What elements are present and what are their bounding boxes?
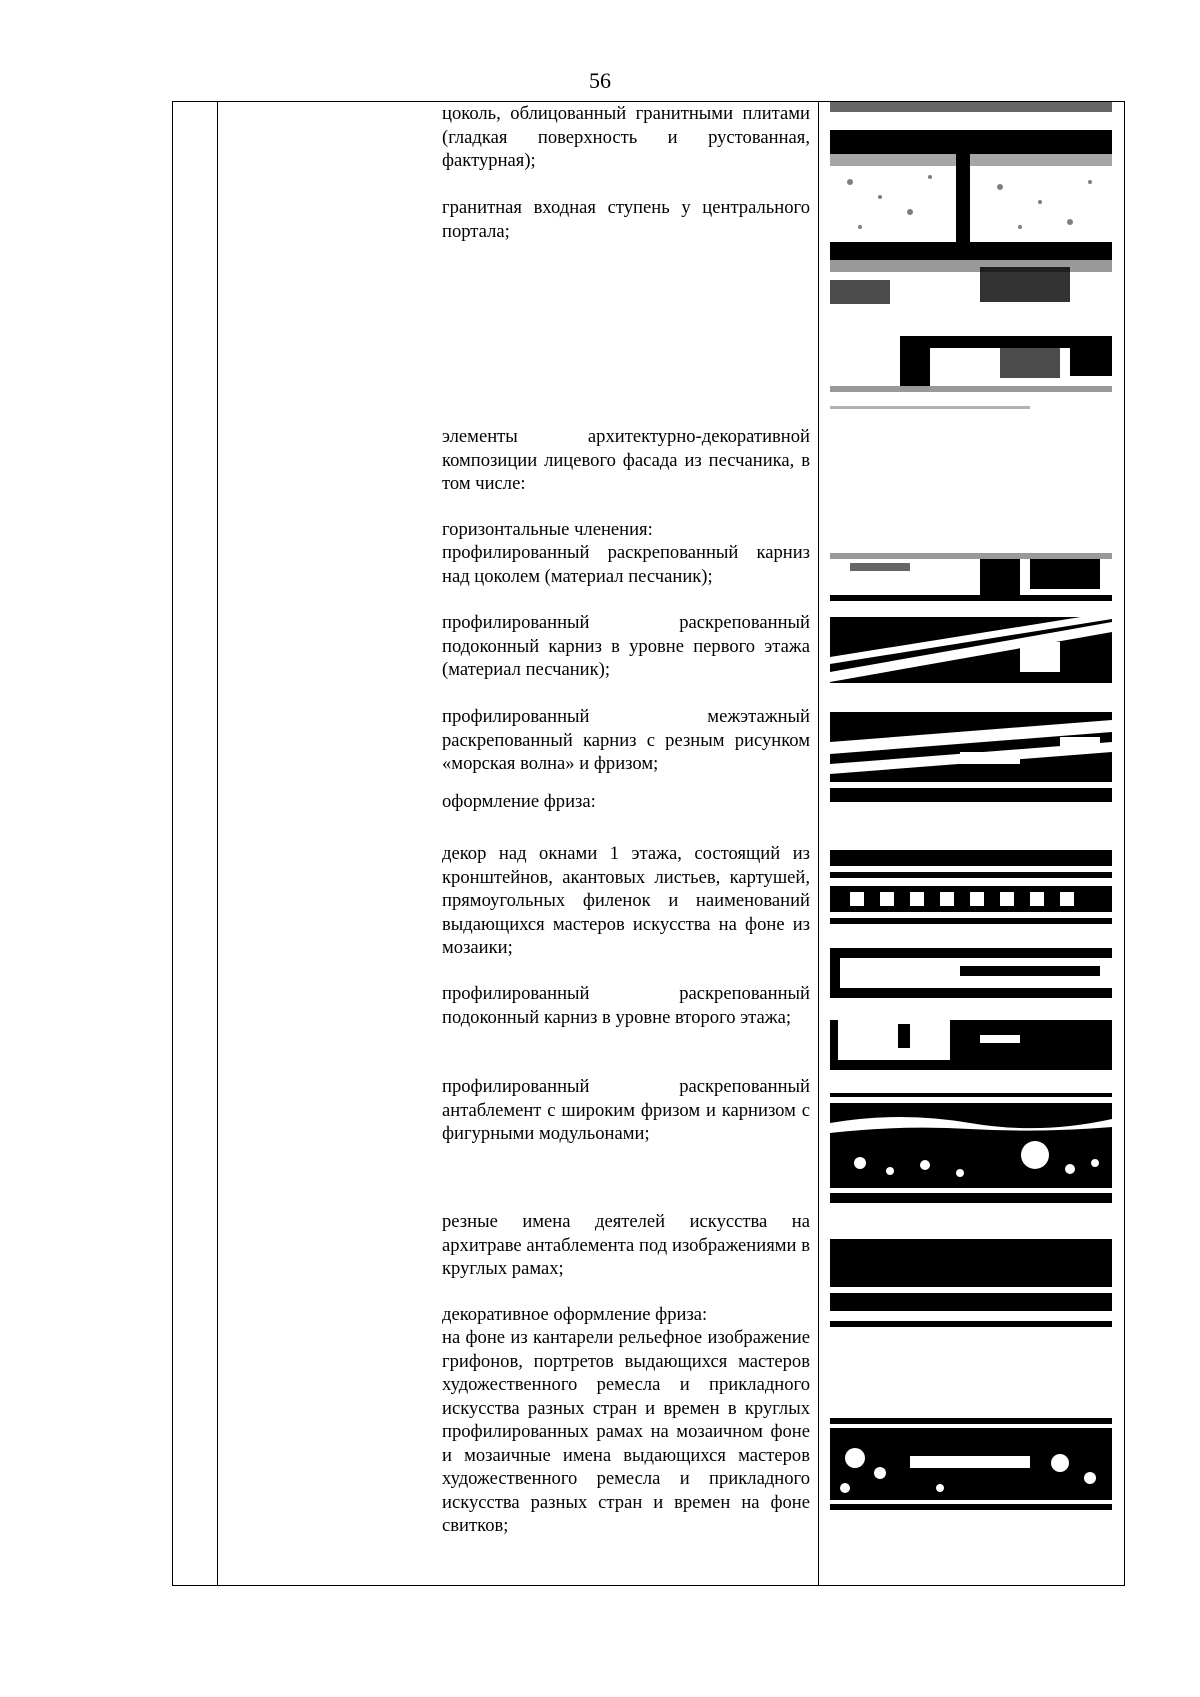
paragraph-interfloor-cornice: профилированный межэтажный раскрепованный карниз с резным рисунком «морская волна» и фризом; [442,706,810,774]
photo-carved-names [830,1233,1112,1333]
paragraph-first-floor-window-decor: декор над окнами 1 этажа, состоящий из кронштейнов, акантовых листьев, картушей, прямоугольных филенок и наименований выдающихся мастеров искусства на фоне из мозаики; [442,843,810,958]
photo-first-floor-sill-cornice [830,617,1112,689]
paragraph-granite-step: гранитная входная ступень у центрального портала; [442,197,810,242]
paragraph-entablature: профилированный раскрепованный антаблемент с широким фризом и карнизом с фигурными модульонами; [442,1076,810,1144]
paragraph-carved-names: резные имена деятелей искусства на архитраве антаблемента под изображениями в круглых рамах; [442,1211,810,1279]
paragraph-second-floor-sill-cornice: профилированный раскрепованный подоконный карниз в уровне второго этажа; [442,983,810,1028]
paragraph-horizontal-divisions: горизонтальные членения: [442,519,653,540]
paragraph-first-floor-sill-cornice: профилированный раскрепованный подоконный карниз в уровне первого этажа (материал песчаник); [442,612,810,680]
paragraph-plinth-cornice: профилированный раскрепованный карниз над цоколем (материал песчаник); [442,542,810,587]
photo-plinth-granite [830,102,1112,304]
paragraph-frieze-design: оформление фриза: [442,791,596,812]
page-number: 56 [589,68,611,93]
paragraph-griffins-portraits: на фоне из кантарели рельефное изображение грифонов, портретов выдающихся мастеров художественного ремесла и прикладного искусства разных стран и времен в круглых профилированных рамах на мозаичном фоне и мозаичные имена выдающихся мастеров художественного ремесла и прикладного искусства разных стран и времен на фоне свитков; [442,1327,810,1536]
paragraph-decorative-elements: элементы архитектурно-декоративной композиции лицевого фасада из песчаника, в том числе: [442,426,810,494]
photo-interfloor-cornice [830,712,1112,802]
photo-entablature [830,1093,1112,1203]
photo-second-floor-sill-cornice [830,1020,1112,1070]
photo-frieze-griffins [830,1418,1112,1510]
photo-granite-step [830,336,1112,418]
photo-window-decor-1 [830,850,1112,924]
paragraph-plinth: цоколь, облицованный гранитными плитами (гладкая поверхность и рустованная, фактурная); [442,103,810,171]
column-divider [818,102,819,1585]
column-divider [217,102,218,1585]
photo-plinth-cornice [830,553,1112,611]
photo-window-decor-2 [830,948,1112,998]
paragraph-frieze-decoration: декоративное оформление фриза: [442,1304,708,1325]
